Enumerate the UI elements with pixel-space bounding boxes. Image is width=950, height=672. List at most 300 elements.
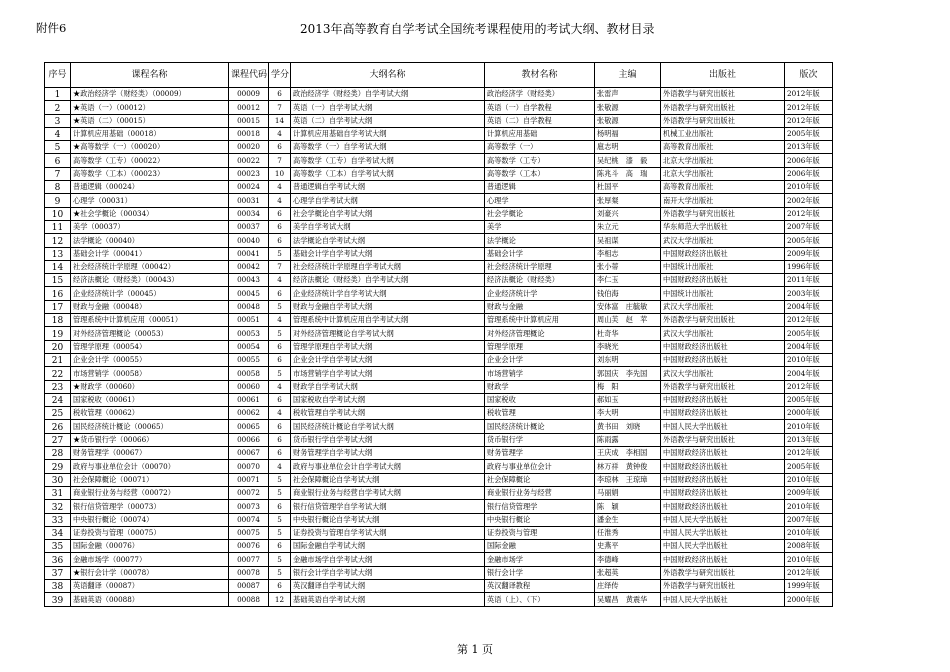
editor-cell: 李相志 — [595, 247, 661, 260]
syllabus-name-cell: 管理学原理自学考试大纲 — [291, 340, 485, 353]
credit-cell: 5 — [269, 367, 291, 380]
syllabus-name-cell: 商业银行业务与经营自学考试大纲 — [291, 486, 485, 499]
syllabus-name-cell: 市场营销学自学考试大纲 — [291, 367, 485, 380]
publisher-cell: 中国财政经济出版社 — [661, 274, 785, 287]
textbook-name-cell: 商业银行业务与经营 — [485, 486, 595, 499]
syllabus-name-cell: 法学概论自学考试大纲 — [291, 234, 485, 247]
textbook-name-cell: 社会保障概论 — [485, 473, 595, 486]
table-row — [45, 101, 833, 114]
textbook-name-cell: 高等数学（工本） — [485, 167, 595, 180]
edition-cell: 2005年版 — [785, 127, 833, 140]
publisher-cell: 中国财政经济出版社 — [661, 447, 785, 460]
editor-cell: 王庆成 李相国 — [595, 447, 661, 460]
textbook-name-cell: 财政与金融 — [485, 300, 595, 313]
course-name-cell: 对外经济管理概论（00053） — [71, 327, 229, 340]
textbook-name-cell: 美学 — [485, 220, 595, 233]
publisher-cell: 武汉大学出版社 — [661, 234, 785, 247]
editor-cell: 钱伯海 — [595, 287, 661, 300]
col-header-publisher: 出版社 — [661, 63, 785, 88]
syllabus-name-cell: 英语（二）自学考试大纲 — [291, 114, 485, 127]
course-code-cell: 00045 — [229, 287, 269, 300]
table-row — [45, 393, 833, 406]
col-header-editor: 主编 — [595, 63, 661, 88]
syllabus-name-cell: 财政与金融自学考试大纲 — [291, 300, 485, 313]
editor-cell: 李晓光 — [595, 340, 661, 353]
syllabus-name-cell: 英语（一）自学考试大纲 — [291, 101, 485, 114]
course-name-cell: 心理学（00031） — [71, 194, 229, 207]
syllabus-name-cell: 英汉翻译自学考试大纲 — [291, 579, 485, 592]
edition-cell: 2012年版 — [785, 447, 833, 460]
textbook-name-cell: 法学概论 — [485, 234, 595, 247]
textbook-name-cell: 社会学概论 — [485, 207, 595, 220]
course-code-cell: 00037 — [229, 220, 269, 233]
editor-cell: 安体富 庄毓敏 — [595, 300, 661, 313]
row-number-cell: 4 — [45, 127, 71, 140]
course-code-cell: 00020 — [229, 141, 269, 154]
textbook-name-cell: 中央银行概论 — [485, 513, 595, 526]
row-number-cell: 16 — [45, 287, 71, 300]
edition-cell: 2012年版 — [785, 114, 833, 127]
col-header-textbook: 教材名称 — [485, 63, 595, 88]
editor-cell: 朱立元 — [595, 220, 661, 233]
row-number-cell: 9 — [45, 194, 71, 207]
credit-cell: 6 — [269, 207, 291, 220]
editor-cell: 杨明福 — [595, 127, 661, 140]
textbook-name-cell: 企业经济统计学 — [485, 287, 595, 300]
edition-cell: 2013年版 — [785, 141, 833, 154]
course-name-cell: 企业经济统计学（00045） — [71, 287, 229, 300]
course-name-cell: 中央银行概论（00074） — [71, 513, 229, 526]
table-row — [45, 127, 833, 140]
credit-cell: 6 — [269, 141, 291, 154]
textbook-name-cell: 管理学原理 — [485, 340, 595, 353]
credit-cell: 5 — [269, 327, 291, 340]
course-code-cell: 00060 — [229, 380, 269, 393]
row-number-cell: 3 — [45, 114, 71, 127]
course-code-cell: 00058 — [229, 367, 269, 380]
editor-cell: 杜国平 — [595, 181, 661, 194]
row-number-cell: 13 — [45, 247, 71, 260]
edition-cell: 2005年版 — [785, 393, 833, 406]
row-number-cell: 2 — [45, 101, 71, 114]
course-code-cell: 00075 — [229, 526, 269, 539]
publisher-cell: 武汉大学出版社 — [661, 367, 785, 380]
textbook-name-cell: 货币银行学 — [485, 433, 595, 446]
textbook-name-cell: 英汉翻译教程 — [485, 579, 595, 592]
table-row — [45, 380, 833, 393]
attachment-label: 附件6 — [36, 21, 67, 35]
credit-cell: 7 — [269, 154, 291, 167]
textbook-name-cell: 英语（一）自学教程 — [485, 101, 595, 114]
textbook-name-cell: 企业会计学 — [485, 353, 595, 366]
syllabus-name-cell: 金融市场学自学考试大纲 — [291, 553, 485, 566]
textbook-name-cell: 财政学 — [485, 380, 595, 393]
editor-cell: 李德峰 — [595, 553, 661, 566]
edition-cell: 2004年版 — [785, 367, 833, 380]
row-number-cell: 28 — [45, 447, 71, 460]
table-row — [45, 167, 833, 180]
publisher-cell: 北京大学出版社 — [661, 154, 785, 167]
textbook-name-cell: 国际金融 — [485, 540, 595, 553]
course-name-cell: 税收管理（00062） — [71, 407, 229, 420]
course-name-cell: ★高等数学（一）（00020） — [71, 141, 229, 154]
table-row — [45, 526, 833, 539]
course-code-cell: 00012 — [229, 101, 269, 114]
editor-cell: 陈 颖 — [595, 500, 661, 513]
course-code-cell: 00071 — [229, 473, 269, 486]
course-name-cell: 证券投资与管理（00075） — [71, 526, 229, 539]
editor-cell: 郭国庆 李先国 — [595, 367, 661, 380]
editor-cell: 扈志明 — [595, 141, 661, 154]
course-name-cell: 普通逻辑（00024） — [71, 181, 229, 194]
edition-cell: 2003年版 — [785, 287, 833, 300]
edition-cell: 2012年版 — [785, 101, 833, 114]
course-code-cell: 00077 — [229, 553, 269, 566]
editor-cell: 张雷声 — [595, 88, 661, 101]
table-row — [45, 593, 833, 606]
course-name-cell: 管理系统中计算机应用（00051） — [71, 314, 229, 327]
editor-cell: 张小蒂 — [595, 260, 661, 273]
credit-cell: 6 — [269, 234, 291, 247]
textbook-name-cell: 管理系统中计算机应用 — [485, 314, 595, 327]
row-number-cell: 10 — [45, 207, 71, 220]
editor-cell: 林万祥 黄钟俊 — [595, 460, 661, 473]
editor-cell: 马丽娟 — [595, 486, 661, 499]
publisher-cell: 武汉大学出版社 — [661, 300, 785, 313]
credit-cell: 6 — [269, 433, 291, 446]
publisher-cell: 中国人民大学出版社 — [661, 526, 785, 539]
course-code-cell: 00031 — [229, 194, 269, 207]
publisher-cell: 中国财政经济出版社 — [661, 473, 785, 486]
syllabus-name-cell: 社会保障概论自学考试大纲 — [291, 473, 485, 486]
course-name-cell: 财政与金融（00048） — [71, 300, 229, 313]
credit-cell: 4 — [269, 314, 291, 327]
credit-cell: 6 — [269, 287, 291, 300]
row-number-cell: 23 — [45, 380, 71, 393]
edition-cell: 2011年版 — [785, 274, 833, 287]
edition-cell: 2004年版 — [785, 340, 833, 353]
course-code-cell: 00015 — [229, 114, 269, 127]
row-number-cell: 26 — [45, 420, 71, 433]
editor-cell: 周山芙 赵 苹 — [595, 314, 661, 327]
course-code-cell: 00042 — [229, 260, 269, 273]
col-header-syllabus: 大纲名称 — [291, 63, 485, 88]
syllabus-name-cell: 证券投资与管理自学考试大纲 — [291, 526, 485, 539]
table-row — [45, 287, 833, 300]
row-number-cell: 7 — [45, 167, 71, 180]
col-header-no: 序号 — [45, 63, 71, 88]
publisher-cell: 中国财政经济出版社 — [661, 407, 785, 420]
edition-cell: 2005年版 — [785, 327, 833, 340]
syllabus-name-cell: 货币银行学自学考试大纲 — [291, 433, 485, 446]
syllabus-name-cell: 财政学自学考试大纲 — [291, 380, 485, 393]
course-name-cell: 社会经济统计学原理（00042） — [71, 260, 229, 273]
editor-cell: 陈兆斗 高 瑞 — [595, 167, 661, 180]
publisher-cell: 北京大学出版社 — [661, 167, 785, 180]
publisher-cell: 武汉大学出版社 — [661, 327, 785, 340]
syllabus-name-cell: 基础英语自学考试大纲 — [291, 593, 485, 606]
course-name-cell: 国民经济统计概论（00065） — [71, 420, 229, 433]
edition-cell: 2012年版 — [785, 380, 833, 393]
course-code-cell: 00087 — [229, 579, 269, 592]
table-row — [45, 579, 833, 592]
course-code-cell: 00074 — [229, 513, 269, 526]
syllabus-name-cell: 银行信贷管理学自学考试大纲 — [291, 500, 485, 513]
credit-cell: 5 — [269, 513, 291, 526]
course-code-cell: 00051 — [229, 314, 269, 327]
credit-cell: 6 — [269, 220, 291, 233]
course-code-cell: 00018 — [229, 127, 269, 140]
publisher-cell: 中国财政经济出版社 — [661, 500, 785, 513]
row-number-cell: 36 — [45, 553, 71, 566]
table-row — [45, 194, 833, 207]
editor-cell: 刘东明 — [595, 353, 661, 366]
page-number: 第 1 页 — [457, 643, 493, 656]
course-code-cell: 00055 — [229, 353, 269, 366]
credit-cell: 6 — [269, 447, 291, 460]
table-row — [45, 207, 833, 220]
course-code-cell: 00041 — [229, 247, 269, 260]
edition-cell: 2012年版 — [785, 566, 833, 579]
row-number-cell: 32 — [45, 500, 71, 513]
syllabus-name-cell: 国家税收自学考试大纲 — [291, 393, 485, 406]
credit-cell: 5 — [269, 526, 291, 539]
editor-cell: 张超英 — [595, 566, 661, 579]
table-row — [45, 327, 833, 340]
editor-cell: 吴祖谋 — [595, 234, 661, 247]
publisher-cell: 高等教育出版社 — [661, 181, 785, 194]
course-code-cell: 00062 — [229, 407, 269, 420]
row-number-cell: 11 — [45, 220, 71, 233]
edition-cell: 2000年版 — [785, 407, 833, 420]
row-number-cell: 18 — [45, 314, 71, 327]
course-code-cell: 00088 — [229, 593, 269, 606]
edition-cell: 2000年版 — [785, 593, 833, 606]
course-code-cell: 00067 — [229, 447, 269, 460]
table-row — [45, 247, 833, 260]
edition-cell: 2010年版 — [785, 500, 833, 513]
course-name-cell: 高等数学（工本）（00023） — [71, 167, 229, 180]
table-row — [45, 88, 833, 101]
credit-cell: 5 — [269, 247, 291, 260]
edition-cell: 2009年版 — [785, 247, 833, 260]
row-number-cell: 14 — [45, 260, 71, 273]
table-row — [45, 433, 833, 446]
edition-cell: 2013年版 — [785, 433, 833, 446]
edition-cell: 2004年版 — [785, 300, 833, 313]
course-name-cell: ★财政学（00060） — [71, 380, 229, 393]
table-row — [45, 367, 833, 380]
row-number-cell: 31 — [45, 486, 71, 499]
textbook-name-cell: 国家税收 — [485, 393, 595, 406]
course-name-cell: ★银行会计学（00078） — [71, 566, 229, 579]
edition-cell: 2010年版 — [785, 553, 833, 566]
syllabus-name-cell: 企业经济统计学自学考试大纲 — [291, 287, 485, 300]
syllabus-name-cell: 国民经济统计概论自学考试大纲 — [291, 420, 485, 433]
edition-cell: 2005年版 — [785, 460, 833, 473]
row-number-cell: 1 — [45, 88, 71, 101]
row-number-cell: 34 — [45, 526, 71, 539]
credit-cell: 6 — [269, 353, 291, 366]
course-name-cell: 计算机应用基础（00018） — [71, 127, 229, 140]
table-row — [45, 353, 833, 366]
course-name-cell: 金融市场学（00077） — [71, 553, 229, 566]
textbook-name-cell: 税收管理 — [485, 407, 595, 420]
credit-cell: 5 — [269, 473, 291, 486]
course-name-cell: 法学概论（00040） — [71, 234, 229, 247]
edition-cell: 2007年版 — [785, 220, 833, 233]
credit-cell: 6 — [269, 420, 291, 433]
credit-cell: 4 — [269, 181, 291, 194]
editor-cell: 庄绎传 — [595, 579, 661, 592]
publisher-cell: 高等教育出版社 — [661, 141, 785, 154]
table-row — [45, 420, 833, 433]
course-name-cell: 国际金融（00076） — [71, 540, 229, 553]
publisher-cell: 外语教学与研究出版社 — [661, 314, 785, 327]
syllabus-name-cell: 国际金融自学考试大纲 — [291, 540, 485, 553]
syllabus-name-cell: 心理学自学考试大纲 — [291, 194, 485, 207]
course-code-cell: 00040 — [229, 234, 269, 247]
textbook-name-cell: 政府与事业单位会计 — [485, 460, 595, 473]
row-number-cell: 15 — [45, 274, 71, 287]
course-name-cell: 国家税收（00061） — [71, 393, 229, 406]
table-row — [45, 473, 833, 486]
document-title: 2013年高等教育自学考试全国统考课程使用的考试大纲、教材目录 — [300, 22, 655, 36]
credit-cell: 6 — [269, 540, 291, 553]
publisher-cell: 中国统计出版社 — [661, 260, 785, 273]
course-code-cell: 00061 — [229, 393, 269, 406]
publisher-cell: 外语教学与研究出版社 — [661, 114, 785, 127]
course-code-cell: 00022 — [229, 154, 269, 167]
table-row — [45, 513, 833, 526]
table-row — [45, 260, 833, 273]
publisher-cell: 中国统计出版社 — [661, 287, 785, 300]
syllabus-name-cell: 基础会计学自学考试大纲 — [291, 247, 485, 260]
credit-cell: 14 — [269, 114, 291, 127]
textbook-name-cell: 普通逻辑 — [485, 181, 595, 194]
course-name-cell: 市场营销学（00058） — [71, 367, 229, 380]
table-row — [45, 141, 833, 154]
course-code-cell: 00024 — [229, 181, 269, 194]
course-code-cell: 00065 — [229, 420, 269, 433]
syllabus-name-cell: 社会学概论自学考试大纲 — [291, 207, 485, 220]
row-number-cell: 12 — [45, 234, 71, 247]
textbook-name-cell: 经济法概论（财经类） — [485, 274, 595, 287]
publisher-cell: 中国财政经济出版社 — [661, 553, 785, 566]
course-name-cell: 高等数学（工专）（00022） — [71, 154, 229, 167]
credit-cell: 6 — [269, 340, 291, 353]
edition-cell: 2008年版 — [785, 540, 833, 553]
course-code-cell: 00066 — [229, 433, 269, 446]
edition-cell: 2006年版 — [785, 167, 833, 180]
course-name-cell: 银行信贷管理学（00073） — [71, 500, 229, 513]
edition-cell: 2010年版 — [785, 353, 833, 366]
textbook-name-cell: 银行会计学 — [485, 566, 595, 579]
row-number-cell: 19 — [45, 327, 71, 340]
editor-cell: 郝如玉 — [595, 393, 661, 406]
publisher-cell: 中国财政经济出版社 — [661, 247, 785, 260]
publisher-cell: 中国人民大学出版社 — [661, 420, 785, 433]
table-row — [45, 407, 833, 420]
course-name-cell: 英语翻译（00087） — [71, 579, 229, 592]
textbook-name-cell: 政治经济学（财经类） — [485, 88, 595, 101]
row-number-cell: 29 — [45, 460, 71, 473]
edition-cell: 2010年版 — [785, 181, 833, 194]
table-row — [45, 114, 833, 127]
credit-cell: 4 — [269, 194, 291, 207]
course-name-cell: ★社会学概论（00034） — [71, 207, 229, 220]
editor-cell: 黄书田 刘晓 — [595, 420, 661, 433]
syllabus-table — [44, 62, 833, 607]
publisher-cell: 机械工业出版社 — [661, 127, 785, 140]
syllabus-name-cell: 企业会计学自学考试大纲 — [291, 353, 485, 366]
row-number-cell: 27 — [45, 433, 71, 446]
credit-cell: 5 — [269, 300, 291, 313]
course-code-cell: 00073 — [229, 500, 269, 513]
syllabus-name-cell: 普通逻辑自学考试大纲 — [291, 181, 485, 194]
course-code-cell: 00048 — [229, 300, 269, 313]
textbook-name-cell: 市场营销学 — [485, 367, 595, 380]
edition-cell: 2006年版 — [785, 154, 833, 167]
publisher-cell: 中国人民大学出版社 — [661, 593, 785, 606]
row-number-cell: 33 — [45, 513, 71, 526]
syllabus-name-cell: 税收管理自学考试大纲 — [291, 407, 485, 420]
edition-cell: 2012年版 — [785, 207, 833, 220]
textbook-name-cell: 社会经济统计学原理 — [485, 260, 595, 273]
publisher-cell: 中国财政经济出版社 — [661, 460, 785, 473]
course-code-cell: 00023 — [229, 167, 269, 180]
course-name-cell: ★货币银行学（00066） — [71, 433, 229, 446]
textbook-name-cell: 高等数学（工专） — [485, 154, 595, 167]
syllabus-name-cell: 经济法概论（财经类）自学考试大纲 — [291, 274, 485, 287]
syllabus-name-cell: 管理系统中计算机应用自学考试大纲 — [291, 314, 485, 327]
edition-cell: 1996年版 — [785, 260, 833, 273]
syllabus-name-cell: 高等数学（工专）自学考试大纲 — [291, 154, 485, 167]
row-number-cell: 22 — [45, 367, 71, 380]
row-number-cell: 37 — [45, 566, 71, 579]
textbook-name-cell: 证券投资与管理 — [485, 526, 595, 539]
course-code-cell: 00009 — [229, 88, 269, 101]
credit-cell: 4 — [269, 407, 291, 420]
course-name-cell: 社会保障概论（00071） — [71, 473, 229, 486]
credit-cell: 6 — [269, 579, 291, 592]
row-number-cell: 20 — [45, 340, 71, 353]
credit-cell: 4 — [269, 274, 291, 287]
textbook-name-cell: 基础会计学 — [485, 247, 595, 260]
table-row — [45, 553, 833, 566]
col-header-edition: 版次 — [785, 63, 833, 88]
syllabus-name-cell: 高等数学（工本）自学考试大纲 — [291, 167, 485, 180]
table-row — [45, 460, 833, 473]
textbook-name-cell: 英语（上）、（下） — [485, 593, 595, 606]
row-number-cell: 25 — [45, 407, 71, 420]
publisher-cell: 外语教学与研究出版社 — [661, 566, 785, 579]
syllabus-name-cell: 社会经济统计学原理自学考试大纲 — [291, 260, 485, 273]
editor-cell: 吴纪桃 漆 毅 — [595, 154, 661, 167]
publisher-cell: 外语教学与研究出版社 — [661, 380, 785, 393]
editor-cell: 杜奇华 — [595, 327, 661, 340]
syllabus-name-cell: 财务管理学自学考试大纲 — [291, 447, 485, 460]
row-number-cell: 39 — [45, 593, 71, 606]
table-row — [45, 220, 833, 233]
editor-cell: 李琼林 王琼璋 — [595, 473, 661, 486]
table-header-row — [45, 63, 833, 88]
edition-cell: 2007年版 — [785, 513, 833, 526]
publisher-cell: 外语教学与研究出版社 — [661, 101, 785, 114]
course-name-cell: 基础英语（00088） — [71, 593, 229, 606]
course-code-cell: 00072 — [229, 486, 269, 499]
table-row — [45, 500, 833, 513]
